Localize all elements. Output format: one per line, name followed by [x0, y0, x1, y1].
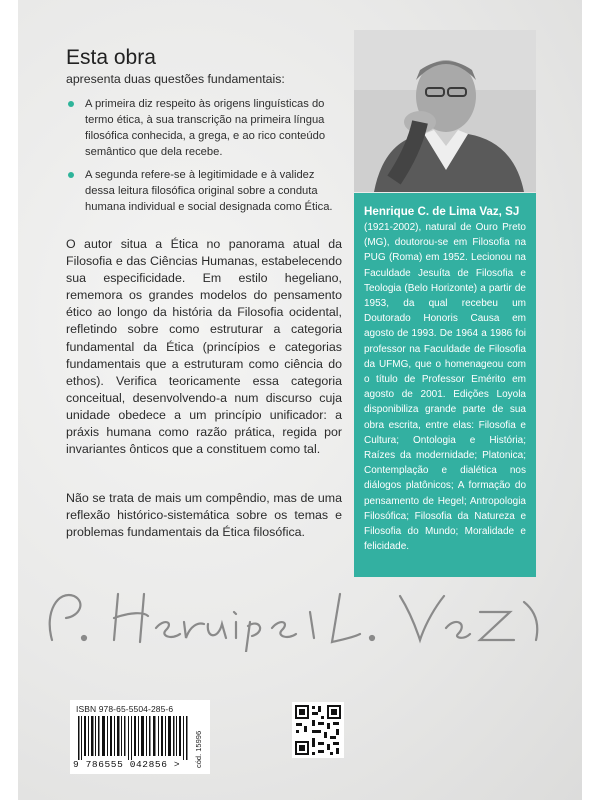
author-photo — [354, 30, 536, 192]
intro-line: apresenta duas questões fundamentais: — [66, 72, 285, 86]
author-bio-box — [354, 193, 536, 577]
bullet-text: A primeira diz respeito às origens linguísticas do termo ética, à sua transcrição na primeira língua filosófica conhecida, a grega, e ao rico conteúdo semântico que dela recebe. — [85, 98, 326, 158]
book-back-cover — [18, 0, 582, 800]
qr-code-image — [292, 702, 344, 758]
product-code: cód. 15996 — [194, 730, 203, 768]
author-name: Henrique C. de Lima Vaz, SJ — [364, 205, 520, 218]
bullet-text: A segunda refere-se à legitimidade e à validez dessa leitura filosófica original sobre a conduta humana individual e social designada como Ética. — [85, 169, 333, 213]
bullet-list — [66, 96, 340, 222]
author-bio: (1921-2002), natural de Ouro Preto (MG), doutorou-se em Filosofia na PUG (Roma) em 1952. Lecionou na Faculdade Jesuíta de Filosofia e Teologia (Belo Horizonte) a partir de 1953, da qual recebeu um Doutorado Honoris Causa em agosto de 1993. De 1964 a 1986 foi professor na Faculdade de Filosofia da UFMG, que o homenageou com o título de Professor Emérito em agosto de 2001. Edições Loyola disponibiliza grande parte de sua obra escrita, entre elas: Filosofia e Cultura; Ontologia e História; Raízes da modernidade; Platonica; Contemplação e dialética nos diálogos platônicos; A formação do pensamento de Hegel; Antropologia Filosófica; Filosofia da Natureza e Filosofia do Mundo; Moralidade e felicidade. — [364, 222, 526, 553]
barcode-image — [76, 716, 192, 760]
barcode-digits: 9 786555 042856 > — [73, 759, 181, 770]
bullet-item — [66, 167, 340, 215]
bullet-dot-icon — [68, 101, 74, 107]
body-paragraph-2: Não se trata de mais um compêndio, mas de uma reflexão histórico-sistemática sobre os temas e problemas fundamentais da Ética filosófica. — [66, 491, 342, 540]
isbn-number: ISBN 978-65-5504-285-6 — [76, 704, 174, 714]
bullet-dot-icon — [68, 172, 74, 178]
isbn-barcode-block — [70, 700, 210, 774]
signature-image — [40, 582, 560, 652]
cover-heading: Esta obra — [66, 46, 156, 69]
bullet-item — [66, 96, 340, 160]
body-paragraph-1: O autor situa a Ética no panorama atual da Filosofia e das Ciências Humanas, estabelecendo sua especificidade. Em estilo hegeliano, rememora os grandes modelos do pensamento ético ao longo da história da Filosofia ocidental, refletindo sobre como estruturar a categoria fundamental da Ética (princípios e categorias fundamentais que a estruturam como ciência do ethos). Verifica teoricamente essa categoria conceitual, desenvolvendo-a num discurso cuja unidade obedece a um princípio unificador: a práxis humana como razão prática, regida por invariantes ônticos que a constituem como tal. — [66, 237, 342, 457]
